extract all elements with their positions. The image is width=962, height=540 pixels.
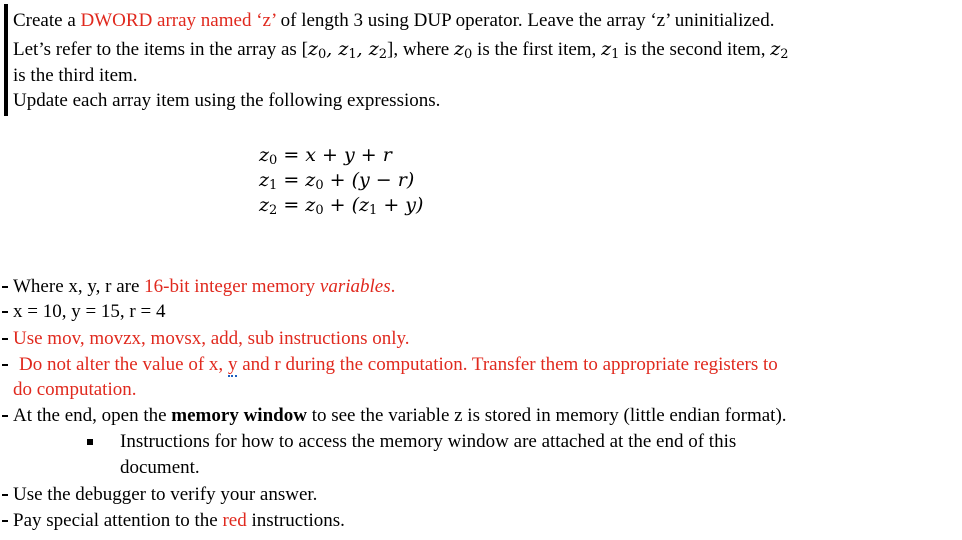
equation-z2: $z_2 = z_0 + (z_1 + y)$	[259, 194, 424, 218]
bullet-marker	[2, 364, 8, 366]
bullet-marker	[2, 415, 8, 417]
bullet-marker	[2, 494, 8, 496]
intro-text: ], where	[387, 39, 454, 60]
bullet-do-not-alter-cont: do computation.	[13, 379, 137, 400]
math-z0: $z_0$	[454, 38, 473, 62]
bullet-marker	[2, 520, 8, 522]
equation-z0: $z_0 = x + y + r$	[259, 144, 392, 168]
intro-red-text: DWORD array named ‘z’	[80, 10, 276, 31]
sub-bullet-instructions-cont: document.	[120, 457, 200, 478]
sub-bullet-instructions: Instructions for how to access the memory window are attached at the end of this	[120, 431, 737, 452]
equation-z1: $z_1 = z_0 + (y - r)$	[259, 169, 415, 193]
bullet-marker	[2, 338, 8, 340]
bullet-marker	[2, 286, 8, 288]
intro-line-4: Update each array item using the following expressions.	[13, 90, 441, 111]
text-cursor-selection[interactable]: y	[227, 354, 238, 375]
intro-line-3: is the third item.	[13, 65, 138, 86]
intro-line-1	[13, 9, 774, 33]
bullet-instructions: Use mov, movzx, movsx, add, sub instructions only.	[13, 328, 410, 349]
intro-text: is the second item,	[619, 39, 771, 60]
bullet-do-not-alter: Do not alter the value of x, y and r during the computation. Transfer them to appropriate registers to	[19, 354, 778, 375]
math-z0: $z_0$	[307, 38, 327, 62]
bullet-red-attention: Pay special attention to the red instructions.	[13, 510, 345, 531]
math-z2: $z_2$	[368, 38, 387, 62]
bullet-variables: Where x, y, r are 16-bit integer memory variables.	[13, 276, 396, 297]
bullet-memory-window: At the end, open the memory window to see the variable z is stored in memory (little endian format).	[13, 405, 787, 426]
intro-text: is the first item,	[472, 39, 602, 60]
intro-text: of length 3 using DUP operator. Leave the array ‘z’ uninitialized.	[275, 10, 775, 31]
intro-text: Let’s refer to the items in the array as [	[13, 39, 308, 60]
intro-line-2: Let’s refer to the items in the array as [$z_0$, $z_1$, $z_2$], where $z_0$ is the first item, $z_1$ is the second item, $z_2$	[13, 38, 789, 62]
math-z1: $z_1$	[601, 38, 620, 62]
intro-text: Create a	[13, 10, 81, 31]
bullet-marker	[2, 311, 8, 313]
math-z1: $z_1$	[338, 38, 357, 62]
bullet-debugger: Use the debugger to verify your answer.	[13, 484, 318, 505]
math-z2: $z_2$	[770, 38, 789, 62]
bullet-values: x = 10, y = 15, r = 4	[13, 301, 166, 322]
left-border-bar	[4, 4, 8, 116]
square-bullet-marker	[87, 439, 93, 445]
